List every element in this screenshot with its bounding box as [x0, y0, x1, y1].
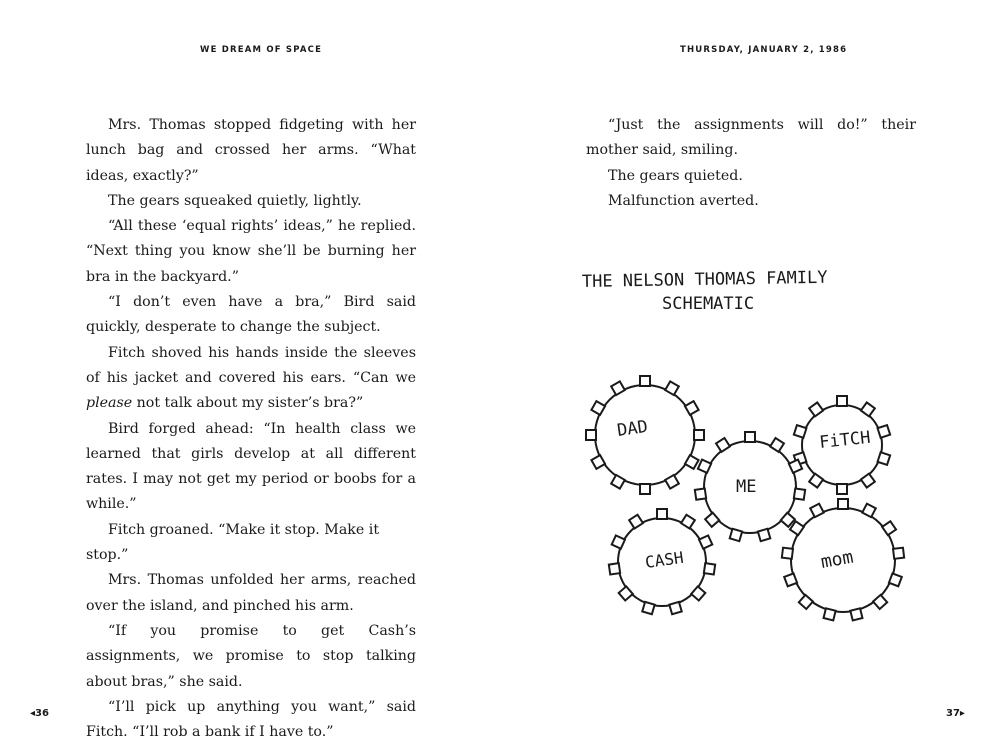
paragraph: “I’ll pick up anything you want,” said Fitch. “I’ll rob a bank if I have to.” — [86, 698, 416, 741]
paragraph: Mrs. Thomas stopped fidgeting with her lunch bag and crossed her arms. “What ideas, exactly?” — [86, 117, 416, 184]
gear-tooth — [699, 535, 712, 548]
gear-tooth — [799, 595, 813, 609]
page-number-value: 36 — [35, 708, 49, 719]
gear-label-dad: DAD — [615, 416, 650, 441]
paragraph: Mrs. Thomas unfolded her arms, reached over the island, and pinched his arm. — [86, 572, 416, 614]
page-number-left — [30, 708, 49, 719]
family-schematic-illustration — [570, 255, 930, 645]
gear-tooth — [878, 452, 891, 465]
gear-tooth — [694, 430, 704, 440]
paragraph: “All these ‘equal rights’ ideas,” he replied. “Next thing you know she’ll be burning her bra in the backyard.” — [86, 218, 416, 285]
gear-tooth — [642, 602, 654, 614]
gear-tooth — [591, 401, 605, 415]
gear-tooth — [691, 586, 705, 600]
gear-tooth — [612, 535, 625, 548]
gear-tooth — [838, 499, 848, 509]
gear-tooth — [716, 438, 730, 452]
gear-tooth — [629, 515, 643, 529]
left-body-text — [86, 113, 416, 745]
gear-tooth — [619, 586, 633, 600]
gear-tooth — [861, 474, 875, 488]
gear-tooth — [794, 425, 807, 438]
gear-tooth — [591, 455, 605, 469]
paragraph: “Just the assignments will do!” their mother said, smiling. — [586, 117, 916, 159]
gear-tooth — [665, 475, 679, 489]
gear-tooth — [862, 504, 876, 518]
paragraph: Bird forged ahead: “In health class we learned that girls develop at all different rates. I may not get my period or boobs for a while.” — [86, 420, 416, 513]
gear-tooth — [882, 521, 896, 535]
gears-group — [586, 376, 904, 620]
gear-tooth — [809, 402, 823, 416]
running-head-right: THURSDAY, JANUARY 2, 1986 — [680, 45, 848, 55]
gear-tooth — [657, 509, 667, 519]
page-number-value: 37 — [946, 708, 960, 719]
gear-tooth — [705, 513, 719, 527]
folio-ornament: ◂ — [30, 708, 36, 719]
gear-label-mom: mom — [819, 546, 855, 573]
gear-tooth — [611, 381, 625, 395]
gear-tooth — [698, 460, 711, 473]
running-head-left: WE DREAM OF SPACE — [200, 45, 323, 55]
gear-tooth — [889, 573, 902, 586]
gear-tooth — [810, 504, 824, 518]
gear-tooth — [770, 438, 784, 452]
gear-tooth — [824, 608, 836, 620]
gear-tooth — [837, 396, 847, 406]
paragraph: Fitch shoved his hands inside the sleeves of his jacket and covered his ears. “Can we please not talk about my sister’s bra?” — [86, 344, 416, 412]
gear-tooth — [893, 548, 904, 559]
gear-tooth — [745, 432, 755, 442]
gear-tooth — [784, 573, 797, 586]
gear-tooth — [640, 376, 650, 386]
paragraph: “I don’t even have a bra,” Bird said quickly, desperate to change the subject. — [86, 294, 416, 336]
paragraph: The gears quieted. — [608, 167, 743, 184]
gear-tooth — [695, 488, 706, 499]
folio-ornament: ▸ — [959, 708, 965, 719]
gear-tooth — [704, 563, 715, 574]
gear-tooth — [758, 529, 770, 541]
paragraph: Fitch groaned. “Make it stop. Make it stop.” — [86, 521, 380, 564]
gear-tooth — [837, 484, 847, 494]
gear-tooth — [665, 381, 679, 395]
gear-tooth — [850, 608, 862, 620]
paragraph: Malfunction averted. — [608, 192, 759, 209]
gear-tooth — [809, 474, 823, 488]
gear-label-fitch: FiTCH — [818, 427, 872, 453]
gear-tooth — [730, 529, 742, 541]
paragraph: The gears squeaked quietly, lightly. — [108, 192, 362, 209]
gear-label-me: ME — [736, 477, 757, 497]
schematic-title-line2: SCHEMATIC — [662, 294, 755, 314]
gear-tooth — [878, 425, 891, 438]
gear-tooth — [685, 401, 699, 415]
paragraph: “If you promise to get Cash’s assignments, we promise to stop talking about bras,” she said. — [86, 622, 416, 690]
gear-label-cash: CASH — [643, 547, 685, 572]
gear-tooth — [794, 488, 805, 499]
gear-tooth — [586, 430, 596, 440]
gear-tooth — [782, 548, 793, 559]
gear-tooth — [611, 475, 625, 489]
gear-tooth — [873, 595, 887, 609]
right-page — [500, 0, 1000, 750]
schematic-title-line1: THE NELSON THOMAS FAMILY — [581, 267, 828, 292]
gear-tooth — [685, 455, 699, 469]
page-number-right — [946, 708, 965, 719]
gear-tooth — [609, 563, 620, 574]
gear-tooth — [640, 484, 650, 494]
gear-tooth — [861, 402, 875, 416]
gear-tooth — [681, 515, 695, 529]
right-body-text — [586, 113, 916, 214]
gear-tooth — [669, 602, 681, 614]
